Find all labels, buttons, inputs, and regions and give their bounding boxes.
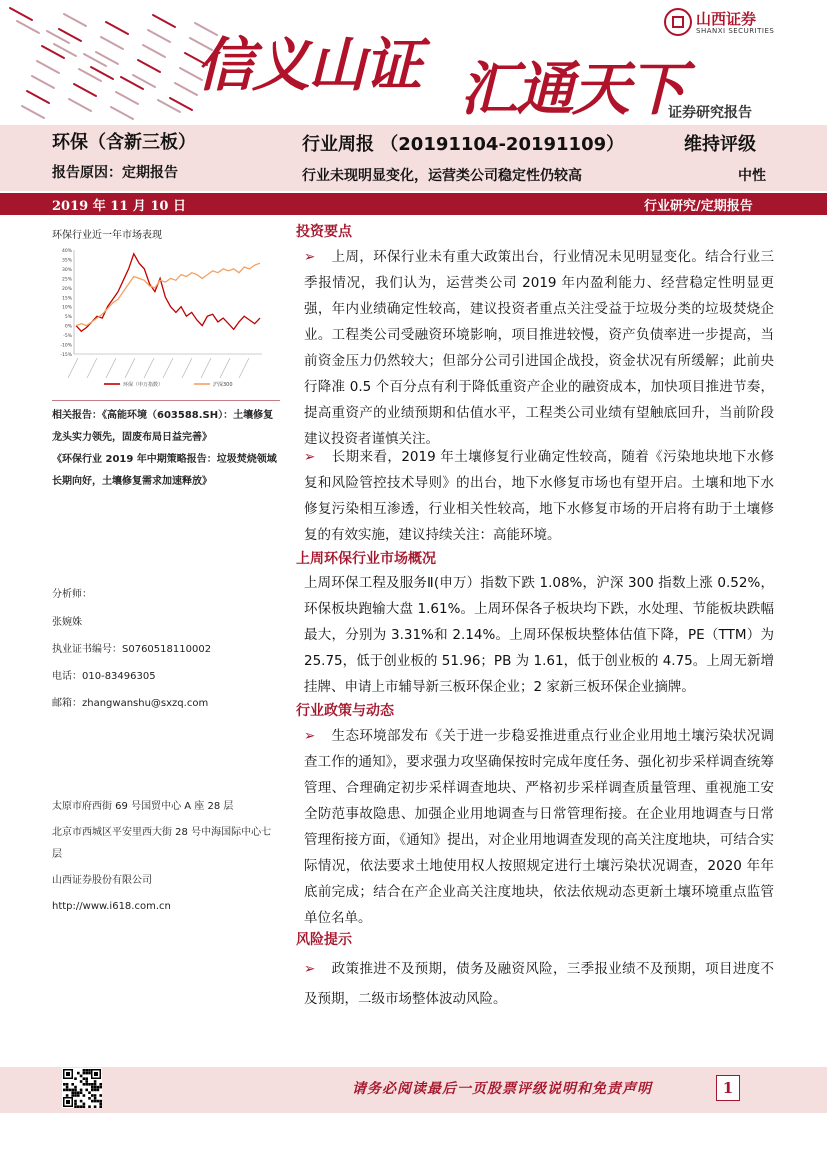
chart-y-tick-label: -5% xyxy=(63,334,72,340)
chart-title: 环保行业近一年市场表现 xyxy=(52,230,162,241)
banner-streak xyxy=(148,30,170,42)
chart-x-tick-label xyxy=(87,358,97,378)
report-type: 证券研究报告 xyxy=(668,105,752,121)
company-name: 山西证券股份有限公司 xyxy=(52,875,152,886)
risk-para: ➢ 政策推进不及预期，债务及融资风险，三季报业绩不及预期，项目进度不及预期，二级市场整体波动风险。 xyxy=(304,961,774,1007)
chart-y-tick-label: 0% xyxy=(64,324,72,330)
section-title-policy: 行业政策与动态 xyxy=(296,703,394,719)
chart-x-tick-label xyxy=(106,358,116,378)
logo-name-cn: 山西证券 xyxy=(696,10,757,28)
market-para: 上周环保工程及服务Ⅱ(申万）指数下跌 1.08%，沪深 300 指数上涨 0.52%，环保板块跑输大盘 1.61%。上周环保各子板块均下跌，水处理、节能板块跌幅最大，分别为 3.31%和 2.14%。上周环保板块整体估值下降，PE（TTM）为 25.75，低于创业板的 51.96；PB 为 1.61，低于创业板的 4.75。上周无新增挂牌、申请上市辅导新三板环保企业；2 家新三板环保企业摘牌。 xyxy=(304,575,774,695)
report-reason: 报告原因：定期报告 xyxy=(52,165,178,181)
analyst-phone: 电话：010-83496305 xyxy=(52,671,156,682)
company-website[interactable]: http://www.i618.com.cn xyxy=(52,901,171,912)
chart-y-tick-label: -10% xyxy=(60,343,72,349)
chart-x-tick-label xyxy=(125,358,135,378)
qr-code-icon xyxy=(62,1068,102,1108)
section-title-market: 上周环保行业市场概况 xyxy=(296,551,436,567)
chart-x-tick-label xyxy=(163,358,173,378)
section-title-investment: 投资要点 xyxy=(296,224,352,240)
chart-legend-label: 环保（申万指数） xyxy=(123,382,164,388)
slogan-part2: 汇通天下 xyxy=(460,55,685,123)
section-title-risk: 风险提示 xyxy=(296,932,352,948)
analyst-cert: 执业证书编号：S0760518110002 xyxy=(52,644,212,655)
bullet-icon: ➢ xyxy=(304,728,316,744)
address-beijing: 北京市西城区平安里西大街 28 号中海国际中心七层 xyxy=(52,827,272,860)
market-performance-chart xyxy=(52,244,280,396)
chart-y-tick-label: 30% xyxy=(61,267,72,273)
banner-streak xyxy=(116,92,138,104)
banner-streak xyxy=(74,84,96,96)
banner-streak xyxy=(153,15,175,27)
left-divider xyxy=(52,400,280,401)
page-number: 1 xyxy=(722,1079,734,1097)
banner-streak xyxy=(111,107,133,119)
rating-action: 维持评级 xyxy=(684,134,756,155)
banner-streak xyxy=(143,45,165,57)
analyst-email[interactable]: 邮箱：zhangwanshu@sxzq.com xyxy=(52,698,209,709)
chart-series-line-0 xyxy=(76,254,260,331)
banner-streak xyxy=(27,91,49,103)
chart-x-tick-label xyxy=(68,358,78,378)
report-title: 行业周报 （20191104-20191109） xyxy=(302,134,625,155)
address-taiyuan: 太原市府西街 69 号国贸中心 A 座 28 层 xyxy=(52,801,234,812)
related-report-1[interactable]: 相关报告：《高能环境（603588.SH）：土壤修复龙头实力领先，固废布局日益完善》 xyxy=(52,410,274,443)
slogan-part1: 信义山证 xyxy=(196,31,421,99)
banner-streak xyxy=(32,76,54,88)
logo-name-en: SHANXI SECURITIES xyxy=(696,27,775,35)
report-category: 行业研究/定期报告 xyxy=(644,199,753,214)
chart-x-tick-label xyxy=(201,358,211,378)
addresses xyxy=(52,796,280,918)
report-date: 2019 年 11 月 10 日 xyxy=(52,199,186,214)
banner-streak xyxy=(17,21,39,33)
chart-legend-label: 沪深300 xyxy=(213,382,233,388)
related-reports xyxy=(52,405,280,493)
chart-x-tick-label xyxy=(182,358,192,378)
related-report-2[interactable]: 《环保行业 2019 年中期策略报告：垃圾焚烧领域长期向好，土壤修复需求加速释放》 xyxy=(52,454,277,487)
bullet-icon: ➢ xyxy=(304,249,316,265)
chart-x-tick-label xyxy=(220,358,230,378)
banner-streak xyxy=(106,22,128,34)
banner-streak xyxy=(37,61,59,73)
policy-para: ➢ 生态环境部发布《关于进一步稳妥推进重点行业企业用地土壤污染状况调查工作的通知》，要求强力攻坚确保按时完成年度任务、强化初步采样调查统筹管理、合理确定初步采样调查地块、严格初步采样调查质量管理、重视施工安全防范事故隐患、加强企业用地调查与日常管理衔接。在企业用地调查与日常管理衔接方面，《通知》提出，对企业用地调查发现的高关注度地块，可结合实际情况，依法要求土地使用权人按照规定进行土壤污染状况调查，2020 年年底前完成；结合在产企业高关注度地块，依法依规动态更新土壤环境重点监管单位名单。 xyxy=(304,728,774,926)
banner-streak xyxy=(22,106,44,118)
banner-streak xyxy=(10,8,32,20)
chart-x-tick-label xyxy=(239,358,249,378)
banner-streak xyxy=(64,14,86,26)
investment-para-1: ➢ 上周，环保行业未有重大政策出台，行业情况未见明显变化。结合行业三季报情况，我们认为，运营类公司 2019 年内盈利能力、经营稳定性明显更强，年内业绩确定性较高，建议投资者重点关注受益于垃圾分类的垃圾焚烧企业。工程类公司受融资环境影响，项目推进较慢，资产负债率进一步提高，当前资金压力仍然较大；但部分公司引进国企战投，资金状况有所缓解；此前央行降准 0.5 个百分点有利于降低重资产企业的融资成本，加快项目推进节奏，提高重资产的业绩预期和估值水平，工程类公司业绩有望触底回升，当前阶段建议投资者谨慎关注。 xyxy=(304,249,774,447)
bullet-icon: ➢ xyxy=(304,449,316,465)
banner-streak xyxy=(101,37,123,49)
chart-y-tick-label: 15% xyxy=(61,296,72,302)
sector-title: 环保（含新三板） xyxy=(52,132,196,153)
rating: 中性 xyxy=(738,168,766,184)
chart-y-tick-label: 25% xyxy=(61,277,72,283)
chart-y-tick-label: 40% xyxy=(61,249,72,254)
chart-y-tick-label: 10% xyxy=(61,305,72,311)
chart-y-tick-label: 35% xyxy=(61,258,72,264)
banner-streak xyxy=(69,99,91,111)
banner-streak xyxy=(175,83,197,95)
analyst-name: 张婉姝 xyxy=(52,617,82,628)
analyst-label: 分析师： xyxy=(52,589,92,600)
chart-x-tick-label xyxy=(144,358,154,378)
chart-y-tick-label: -15% xyxy=(60,353,72,358)
report-headline: 行业未现明显变化，运营类公司稳定性仍较高 xyxy=(302,168,582,184)
chart-y-tick-label: 5% xyxy=(64,315,72,321)
investment-para-2: ➢ 长期来看，2019 年土壤修复行业确定性较高，随着《污染地块地下水修复和风险管控技术导则》的出台，地下水修复市场也有望开启。土壤和地下水修复污染相互渗透，行业相关性较高，地下水修复市场的开启将有助于土壤修复的有效实施，建议持续关注：高能环境。 xyxy=(304,449,774,543)
bullet-icon: ➢ xyxy=(304,961,316,977)
logo-icon xyxy=(664,8,692,36)
chart-y-tick-label: 20% xyxy=(61,286,72,292)
disclaimer: 请务必阅读最后一页股票评级说明和免责声明 xyxy=(352,1081,652,1097)
banner-streak xyxy=(138,60,160,72)
